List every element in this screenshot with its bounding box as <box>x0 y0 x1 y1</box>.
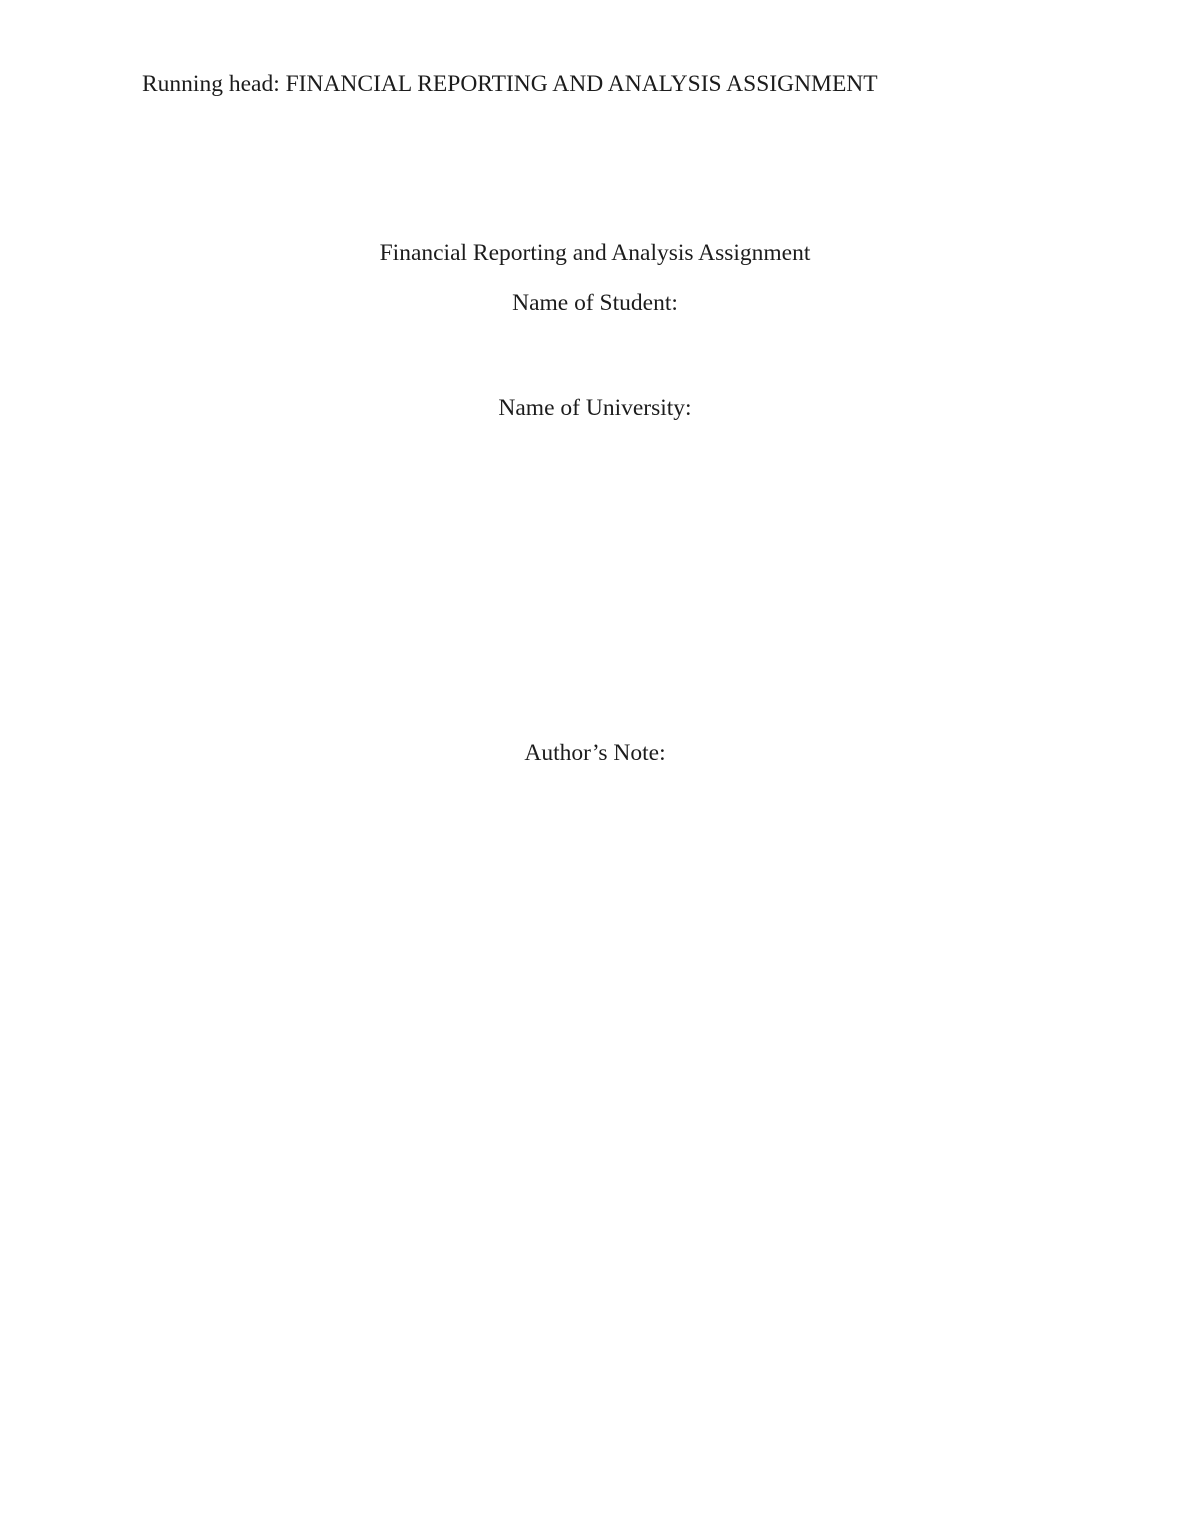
running-head: Running head: FINANCIAL REPORTING AND ANALYSIS ASSIGNMENT <box>142 71 878 97</box>
document-title: Financial Reporting and Analysis Assignment <box>379 240 811 266</box>
university-name-label: Name of University: <box>498 395 692 421</box>
student-name-label: Name of Student: <box>512 290 678 316</box>
authors-note-label: Author’s Note: <box>524 740 666 766</box>
